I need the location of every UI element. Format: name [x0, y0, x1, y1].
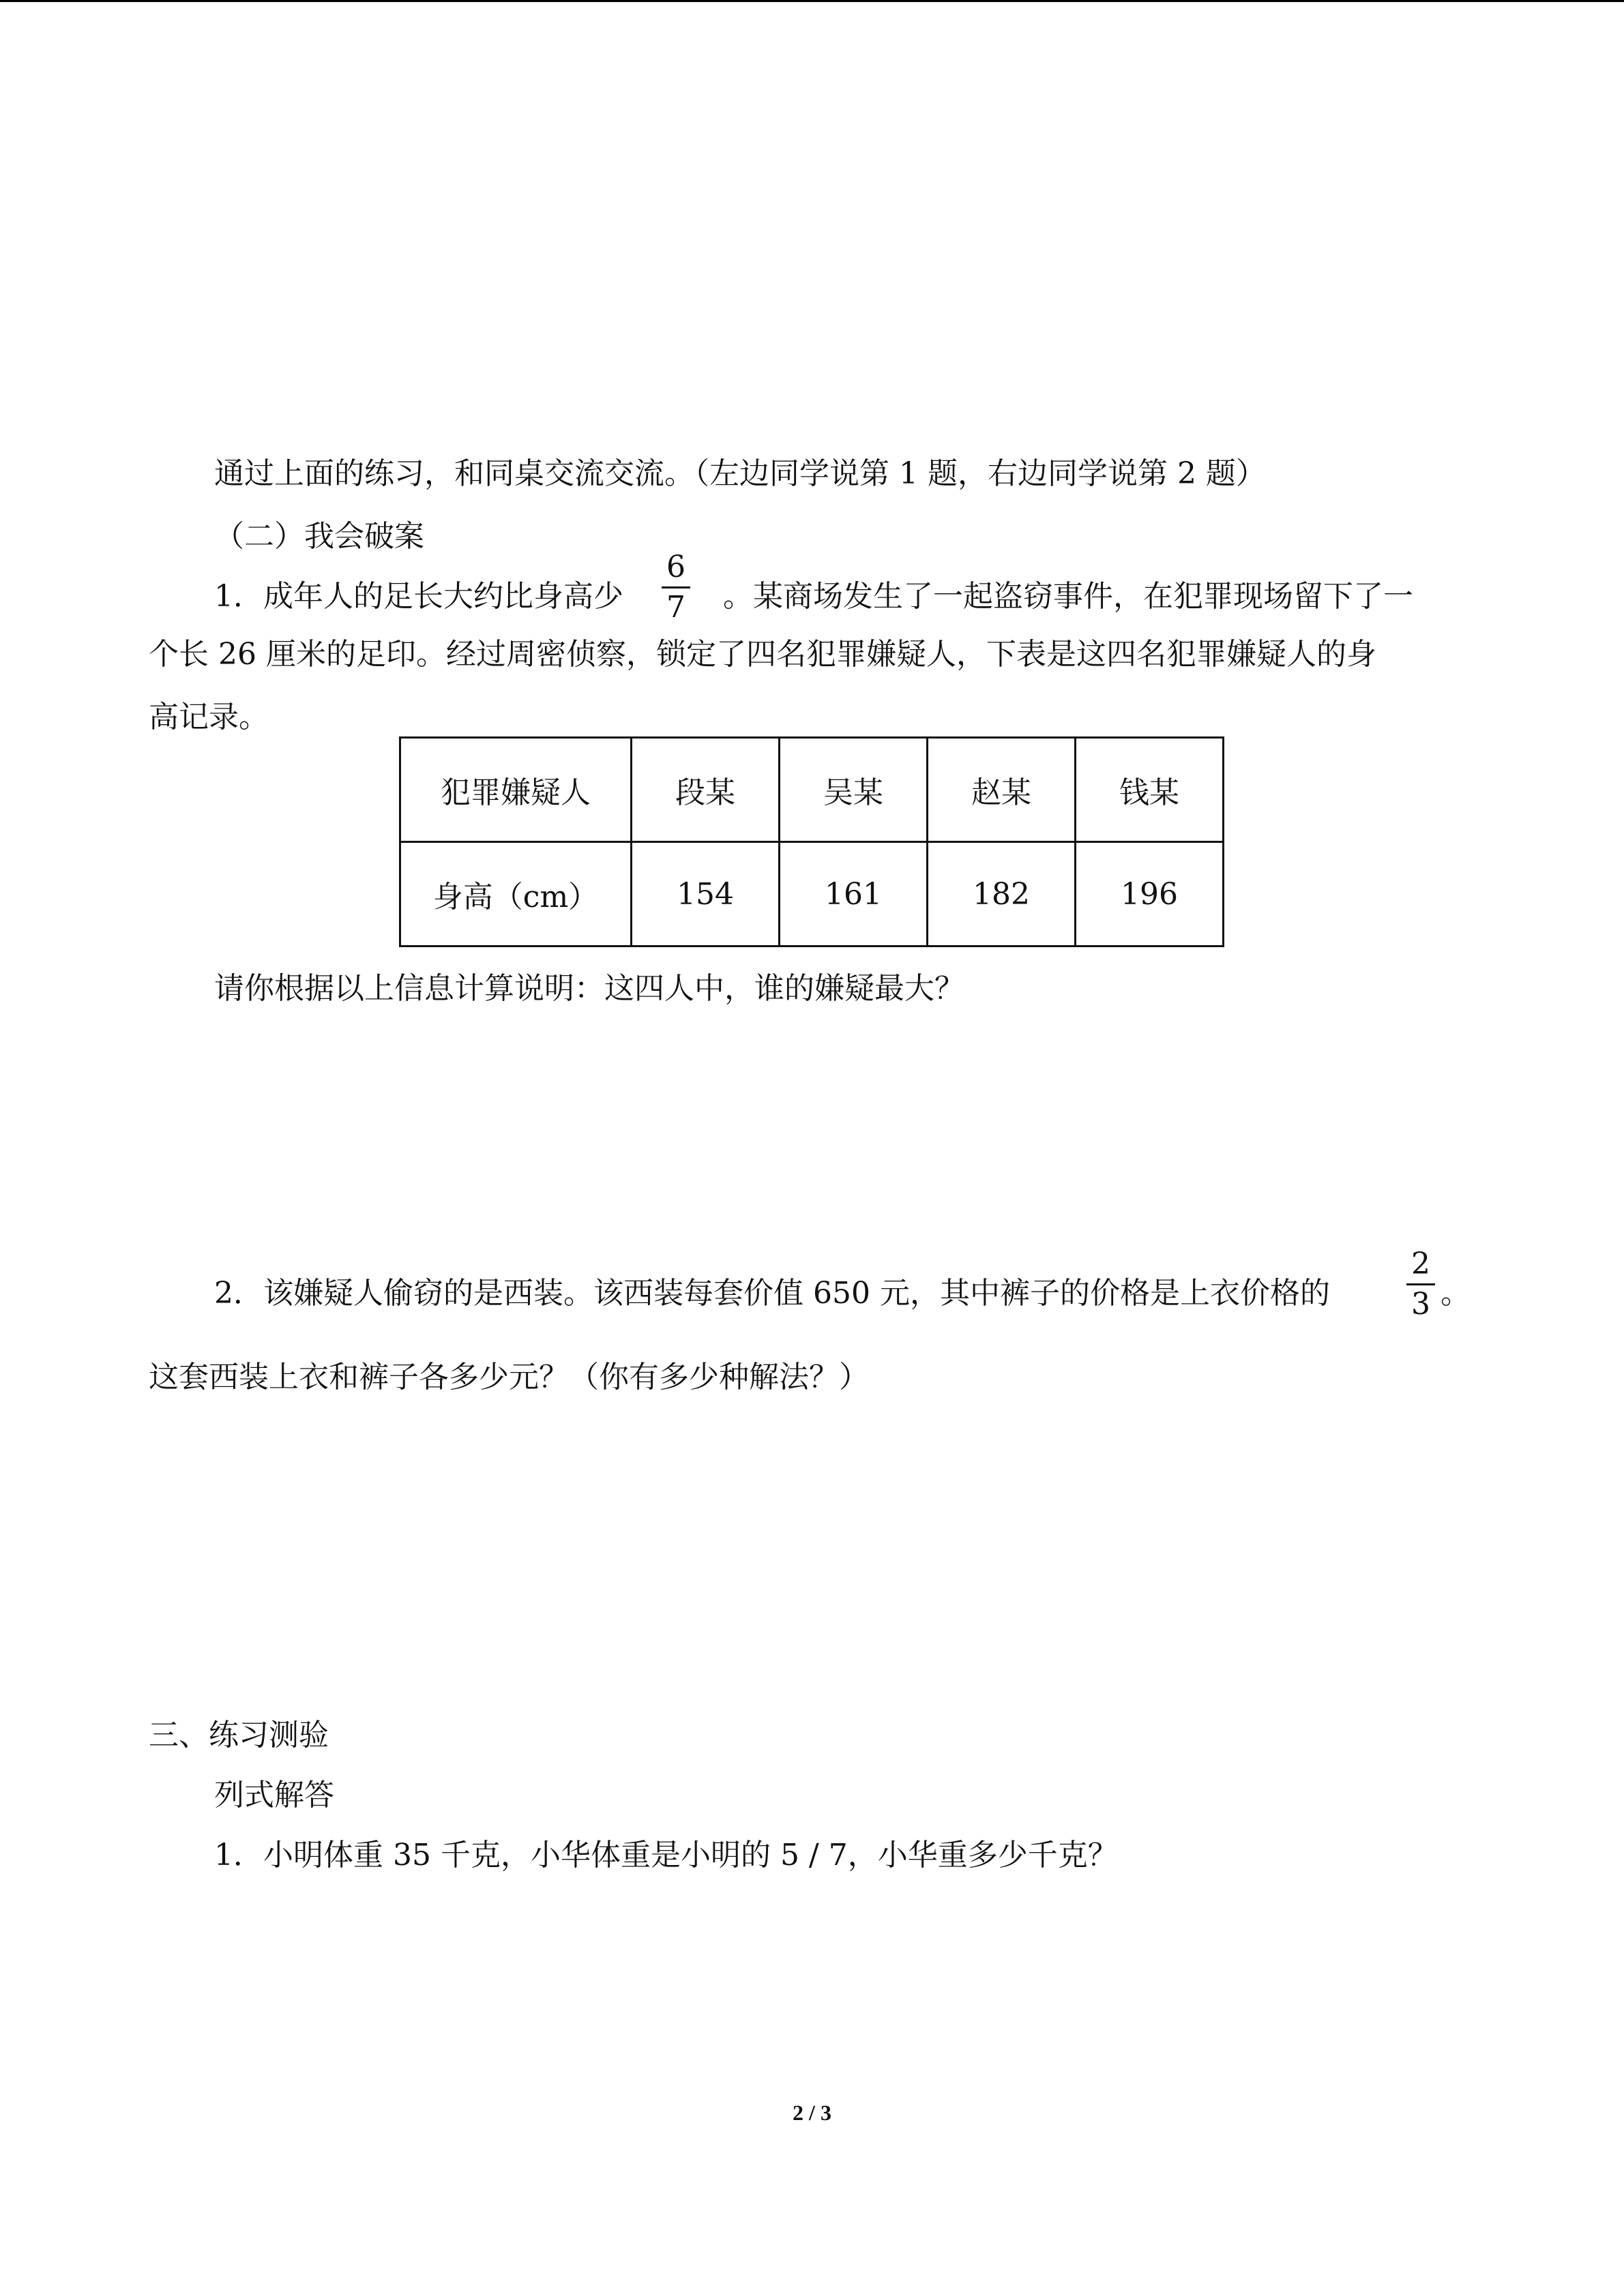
table-height-cell: 182	[928, 842, 1076, 946]
table-header-label: 犯罪嫌疑人	[400, 738, 632, 842]
fraction-bar	[662, 586, 690, 588]
problem2-line1: 2．该嫌疑人偷窃的是西装。该西装每套价值 650 元，其中裤子的价格是上衣价格的	[214, 1276, 1330, 1311]
problem2-fraction	[1404, 1247, 1438, 1322]
problem1-line2: 个长 26 厘米的足印。经过周密侦察，锁定了四名犯罪嫌疑人，下表是这四名犯罪嫌疑人的身	[149, 637, 1376, 672]
table-row-names	[400, 738, 1224, 842]
problem2-line2: 这套西装上衣和裤子各多少元？（你有多少种解法？）	[149, 1360, 869, 1395]
page-number: 2 / 3	[793, 2100, 831, 2125]
table-name-cell: 吴某	[780, 738, 928, 842]
section-two-heading: （二）我会破案	[214, 519, 424, 554]
problem1-fraction	[659, 550, 693, 625]
problem1-line3: 高记录。	[149, 700, 269, 734]
fraction-denominator: 3	[1411, 1287, 1430, 1322]
top-border	[0, 0, 1624, 2]
table-name-cell: 赵某	[928, 738, 1076, 842]
table-name-cell: 段某	[632, 738, 780, 842]
problem2-line1-end: 。	[1441, 1276, 1471, 1311]
subheading: 列式解答	[214, 1778, 334, 1813]
fraction-numerator: 6	[666, 550, 685, 584]
problem1-question: 请你根据以上信息计算说明：这四人中，谁的嫌疑最大？	[214, 971, 964, 1006]
fraction-denominator: 7	[666, 590, 685, 625]
fraction-bar	[1406, 1283, 1435, 1285]
table-name-cell: 钱某	[1076, 738, 1224, 842]
section-three-heading: 三、练习测验	[149, 1718, 329, 1753]
suspect-height-table	[399, 736, 1224, 947]
fraction-numerator: 2	[1411, 1247, 1430, 1281]
problem1-line1-end: 。某商场发生了一起盗窃事件，在犯罪现场留下了一	[723, 579, 1413, 614]
problem1-line1-start: 1．成年人的足长大约比身高少	[214, 579, 623, 614]
exercise1: 1．小明体重 35 千克，小华体重是小明的 5 / 7，小华重多少千克？	[214, 1838, 1118, 1873]
table-row-label: 身高（cm）	[400, 842, 632, 946]
table-height-cell: 154	[632, 842, 780, 946]
table-height-cell: 161	[780, 842, 928, 946]
intro-line: 通过上面的练习，和同桌交流交流。（左边同学说第 1 题，右边同学说第 2 题）	[214, 456, 1266, 491]
table-row-heights	[400, 842, 1224, 946]
table-height-cell: 196	[1076, 842, 1224, 946]
